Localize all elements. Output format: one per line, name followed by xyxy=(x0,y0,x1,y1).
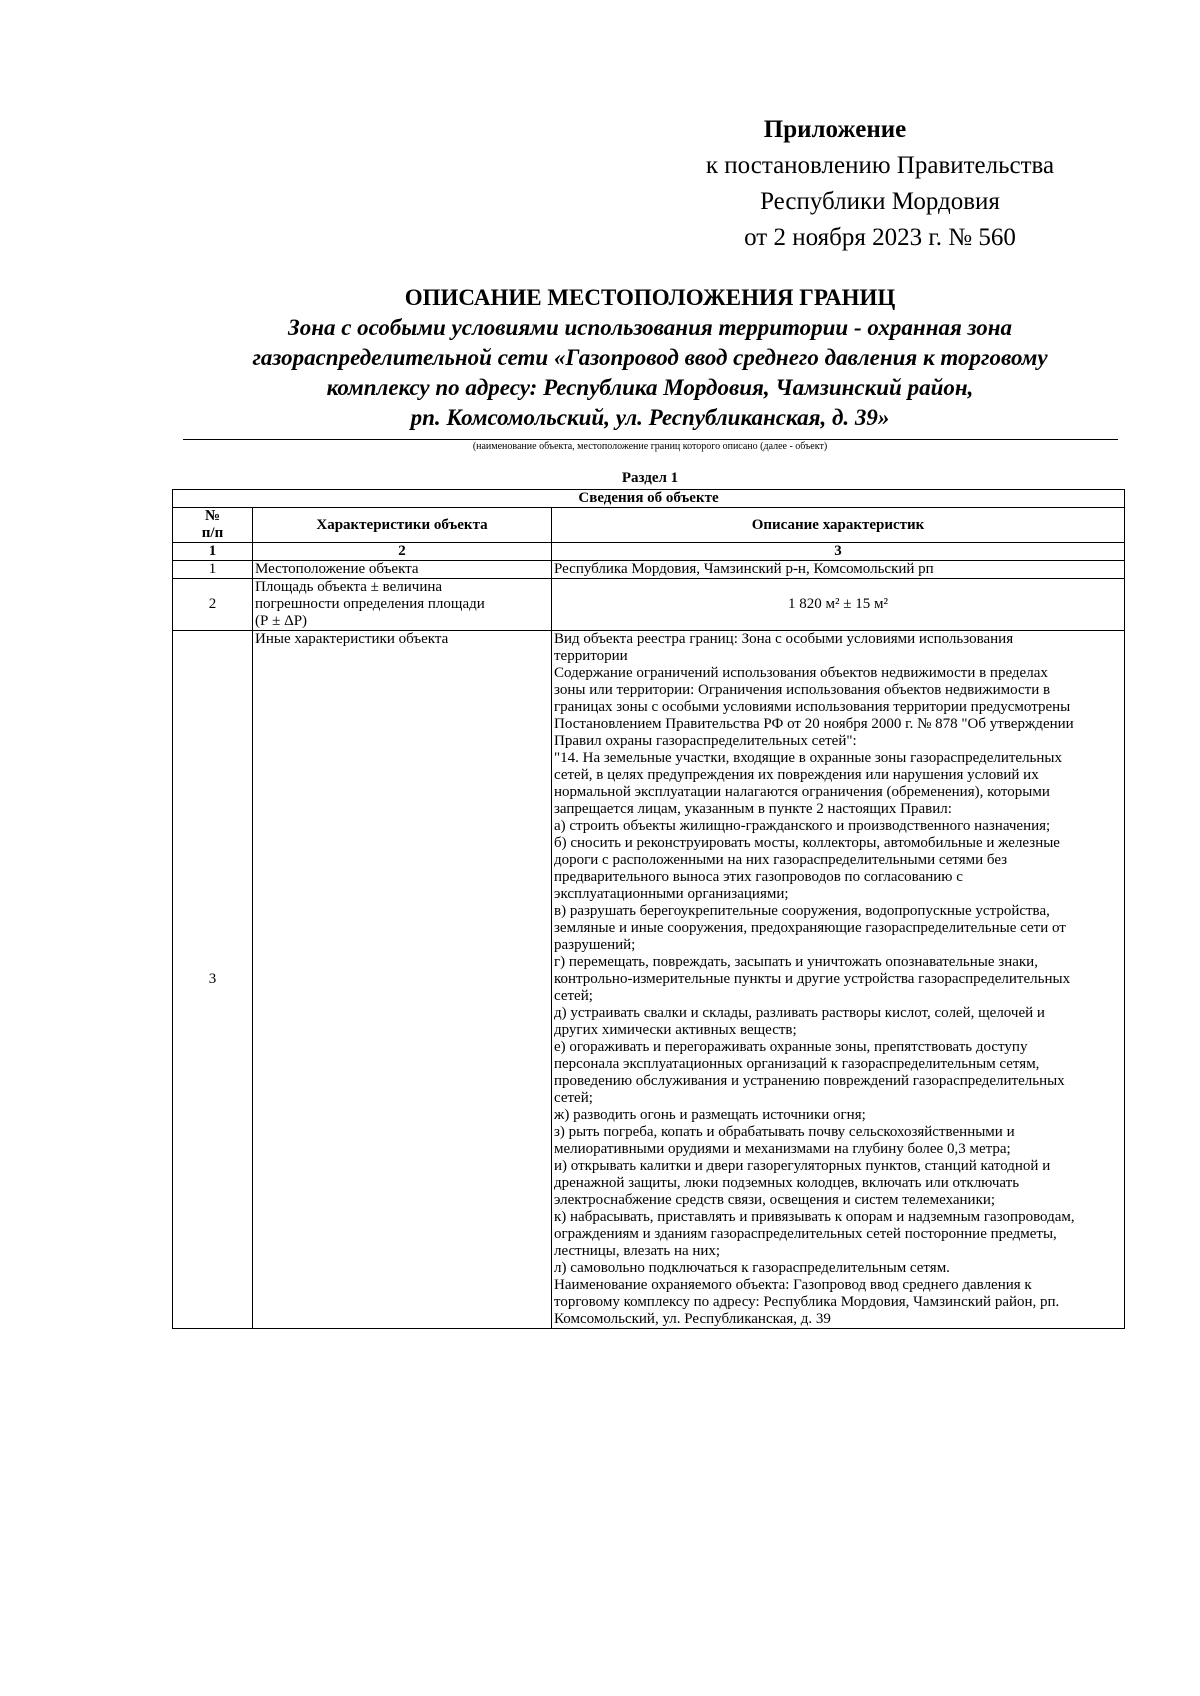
row-3-value-line: контрольно-измерительные пункты и другие устройства газораспределительных xyxy=(554,971,1071,987)
row-3-value-line: персонала эксплуатационных организаций к газораспределительным сетям, xyxy=(554,1056,1040,1072)
appendix-line-2: Республики Мордовия xyxy=(760,188,1000,215)
header-characteristic: Характеристики объекта xyxy=(253,508,552,543)
header-num-line-1: № xyxy=(204,508,221,524)
appendix-line-3: от 2 ноября 2023 г. № 560 xyxy=(744,224,1016,251)
document-title: ОПИСАНИЕ МЕСТОПОЛОЖЕНИЯ ГРАНИЦ xyxy=(404,285,896,310)
appendix-line-1: к постановлению Правительства xyxy=(705,152,1055,179)
row-3-value-line: лестницы, влезать на них; xyxy=(554,1243,721,1259)
row-1-num: 1 xyxy=(173,561,253,579)
row-3-value-line: к) набрасывать, приставлять и привязывать к опорам и надземным газопроводам, xyxy=(554,1209,1075,1225)
table-row xyxy=(173,631,1125,1329)
row-3-value-line: д) устраивать свалки и склады, разливать растворы кислот, солей, щелочей и xyxy=(554,1005,1045,1021)
document-title-block xyxy=(170,283,1130,433)
row-3-value-line: Правил охраны газораспределительных сетей": xyxy=(554,733,857,749)
header-description: Описание характеристик xyxy=(552,508,1125,543)
table-row xyxy=(173,561,1125,579)
row-3-value-line: торговому комплексу по адресу: Республика Мордовия, Чамзинский район, рп. xyxy=(554,1294,1060,1310)
row-3-value-line: з) рыть погреба, копать и обрабатывать почву сельскохозяйственными и xyxy=(554,1124,1015,1140)
header-num-line-2: п/п xyxy=(201,525,224,541)
table-caption: Сведения об объекте xyxy=(173,490,1125,508)
row-3-value-line: запрещается лицам, указанным в пункте 2 настоящих Правил: xyxy=(554,801,952,817)
appendix-block xyxy=(600,112,1160,256)
row-2-num: 2 xyxy=(173,579,253,631)
object-name-line-1: Зона с особыми условиями использования территории - охранная зона xyxy=(288,315,1012,340)
row-3-value-line: земляные и иные сооружения, предохраняющие газораспределительные сети от xyxy=(554,920,1066,936)
row-3-value-line: дренажной защиты, люки подземных колодцев, включать или отключать xyxy=(554,1175,1020,1191)
row-2-value: 1 820 м² ± 15 м² xyxy=(552,579,1125,631)
row-3-value-line: в) разрушать берегоукрепительные сооружения, водопропускные устройства, xyxy=(554,903,1050,919)
row-3-characteristic: Иные характеристики объекта xyxy=(253,631,552,1329)
column-number-row xyxy=(173,543,1125,561)
object-name-line-4: рп. Комсомольский, ул. Республиканская, д. 39» xyxy=(410,405,890,430)
row-3-value-line: зоны или территории: Ограничения использования объектов недвижимости в xyxy=(554,682,1051,698)
row-3-value-line: границах зоны с особыми условиями использования территории предусмотрены xyxy=(554,699,1071,715)
object-info-table xyxy=(172,489,1125,1329)
row-3-value-line: и) открывать калитки и двери газорегуляторных пунктов, станций катодной и xyxy=(554,1158,1051,1174)
table-row xyxy=(173,579,1125,631)
object-name-caption: (наименование объекта, местоположение границ которого описано (далее - объект) xyxy=(472,441,828,452)
column-number-1: 1 xyxy=(173,543,253,561)
row-3-value-line: г) перемещать, повреждать, засыпать и уничтожать опознавательные знаки, xyxy=(554,954,1038,970)
row-3-value-line: Наименование охраняемого объекта: Газопровод ввод среднего давления к xyxy=(554,1277,1032,1293)
row-3-value-line: "14. На земельные участки, входящие в охранные зоны газораспределительных xyxy=(554,750,1063,766)
table-header-row xyxy=(173,508,1125,543)
table-caption-row xyxy=(173,490,1125,508)
row-2-characteristic-line: погрешности определения площади xyxy=(255,596,485,612)
row-2-characteristic-line: Площадь объекта ± величина xyxy=(255,579,443,595)
row-3-value-line: ограждениям и зданиям газораспределительных сетей посторонние предметы, xyxy=(554,1226,1057,1242)
row-2-characteristic-line: (Р ± ΔР) xyxy=(255,613,308,629)
row-3-value-line: разрушений; xyxy=(554,937,636,953)
section-title: Раздел 1 xyxy=(621,470,679,486)
row-3-value xyxy=(552,631,1125,1329)
row-3-value-line: сетей; xyxy=(554,988,593,1004)
row-3-value-line: дороги с расположенными на них газораспределительными сетями без xyxy=(554,852,1008,868)
underline-rule xyxy=(183,439,1118,440)
row-3-value-line: Содержание ограничений использования объектов недвижимости в пределах xyxy=(554,665,1048,681)
column-number-3: 3 xyxy=(552,543,1125,561)
row-3-num: 3 xyxy=(173,631,253,1329)
row-3-value-line: территории xyxy=(554,648,628,664)
row-3-value-line: мелиоративными орудиями и механизмами на глубину более 0,3 метра; xyxy=(554,1141,1011,1157)
row-3-value-line: б) сносить и реконструировать мосты, коллекторы, автомобильные и железные xyxy=(554,835,1060,851)
row-3-value-line: Постановлением Правительства РФ от 20 ноября 2000 г. № 878 "Об утверждении xyxy=(554,716,1074,732)
row-3-value-line: электроснабжение средств связи, освещения и систем телемеханики; xyxy=(554,1192,996,1208)
row-1-characteristic: Местоположение объекта xyxy=(253,561,552,579)
row-3-value-line: сетей, в целях предупреждения их повреждения или нарушения условий их xyxy=(554,767,1039,783)
column-number-2: 2 xyxy=(253,543,552,561)
row-2-characteristic xyxy=(253,579,552,631)
object-name-line-2: газораспределительной сети «Газопровод ввод среднего давления к торговому xyxy=(252,345,1048,370)
row-3-value-line: е) огораживать и перегораживать охранные зоны, препятствовать доступу xyxy=(554,1039,1028,1055)
row-1-value: Республика Мордовия, Чамзинский р-н, Комсомольский рп xyxy=(552,561,1125,579)
row-3-value-line: предварительного выноса этих газопроводов по согласованию с xyxy=(554,869,963,885)
row-3-value-line: Вид объекта реестра границ: Зона с особыми условиями использования xyxy=(554,631,1014,647)
row-3-value-line: л) самовольно подключаться к газораспределительным сетям. xyxy=(554,1260,950,1276)
header-num xyxy=(173,508,253,543)
object-name-line-3: комплексу по адресу: Республика Мордовия, Чамзинский район, xyxy=(326,375,974,400)
row-3-value-line: нормальной эксплуатации налагаются ограничения (обременения), которыми xyxy=(554,784,1050,800)
row-3-value-line: эксплуатационными организациями; xyxy=(554,886,789,902)
row-3-value-line: других химически активных веществ; xyxy=(554,1022,797,1038)
row-3-value-line: проведению обслуживания и устранению повреждений газораспределительных xyxy=(554,1073,1065,1089)
row-3-value-line: Комсомольский, ул. Республиканская, д. 39 xyxy=(554,1311,831,1327)
appendix-heading: Приложение xyxy=(763,116,907,143)
row-3-value-line: а) строить объекты жилищно-гражданского и производственного назначения; xyxy=(554,818,1051,834)
row-3-value-line: ж) разводить огонь и размещать источники огня; xyxy=(554,1107,866,1123)
row-3-value-line: сетей; xyxy=(554,1090,593,1106)
